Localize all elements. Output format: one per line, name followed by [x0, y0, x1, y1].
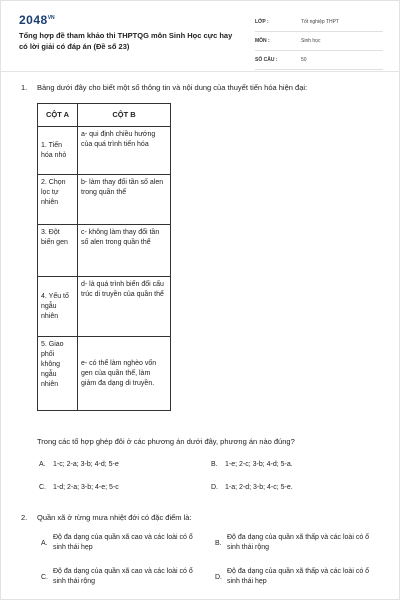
option-text: Độ đa dạng của quần xã thấp và các loài có ổ sinh thái rộng — [227, 534, 370, 551]
option-label: C. — [41, 574, 48, 581]
cell-a: 2. Chọn lọc tự nhiên — [38, 175, 78, 225]
column-header: CỘT A — [38, 104, 78, 127]
meta-info — [255, 17, 383, 74]
cell-b: b- làm thay đổi tần số alen trong quần thể — [78, 175, 171, 225]
table-row — [38, 127, 171, 175]
cell-a: 1. Tiến hóa nhỏ — [38, 127, 78, 175]
option-label: D. — [211, 484, 218, 491]
answer-option-a[interactable] — [41, 533, 203, 553]
answer-option-b[interactable] — [215, 533, 377, 553]
question-number: 1. — [21, 83, 28, 92]
header — [19, 13, 381, 71]
logo-text: 2048 — [19, 13, 48, 27]
option-label: B. — [215, 540, 222, 547]
cell-b: c- không làm thay đổi tần số alen trong quần thể — [78, 225, 171, 277]
meta-key: LỚP : — [255, 19, 269, 25]
answer-option-a[interactable] — [39, 461, 119, 468]
option-label: D. — [215, 574, 222, 581]
answer-option-d[interactable] — [211, 484, 293, 491]
option-label: A. — [41, 540, 48, 547]
meta-row-class — [255, 17, 383, 32]
cell-b: a- qui định chiều hướng của quá trình tiến hóa — [78, 127, 171, 175]
document-title: Tổng hợp đề tham khảo thi THPTQG môn Sinh Học cực hay có lời giải có đáp án (Đề số 23) — [19, 31, 233, 51]
question-text: Bảng dưới đây cho biết một số thông tin và nội dung của thuyết tiến hóa hiện đại: — [37, 83, 308, 92]
table-row — [38, 225, 171, 277]
cell-a: 4. Yếu tố ngẫu nhiên — [38, 277, 78, 337]
question-prompt: Trong các tổ hợp ghép đôi ở các phương án dưới đây, phương án nào đúng? — [37, 437, 295, 446]
logo-sup: VN — [47, 15, 55, 21]
answer-option-d[interactable] — [215, 567, 377, 587]
option-label: B. — [211, 461, 218, 468]
meta-value: Tốt nghiệp THPT — [301, 19, 339, 25]
option-label: A. — [39, 461, 46, 468]
meta-value: 50 — [301, 57, 307, 63]
option-text: Độ đa dạng của quần xã cao và các loài có ổ sinh thái hẹp — [53, 534, 193, 551]
cell-a: 3. Đột biến gen — [38, 225, 78, 277]
option-text: 1-e; 2-c; 3-b; 4-d; 5-a. — [225, 461, 293, 468]
option-text: Độ đa dạng của quần xã cao và các loài có ổ sinh thái rộng — [53, 568, 193, 585]
option-text: 1-a; 2-d; 3-b; 4-c; 5-e. — [225, 484, 293, 491]
meta-row-count — [255, 55, 383, 70]
header-divider — [1, 71, 400, 72]
answer-option-c[interactable] — [41, 567, 203, 587]
matching-table — [37, 103, 171, 411]
meta-row-subject — [255, 36, 383, 51]
site-logo[interactable] — [19, 13, 55, 27]
table-header-row — [38, 104, 171, 127]
answer-option-b[interactable] — [211, 461, 293, 468]
table-row — [38, 175, 171, 225]
meta-key: SỐ CÂU : — [255, 57, 278, 63]
cell-b: e- có thể làm nghèo vốn gen của quần thể, làm giảm đa dạng di truyền. — [78, 337, 171, 411]
column-header: CỘT B — [78, 104, 171, 127]
cell-b: d- là quá trình biến đổi cấu trúc di truyền của quần thể — [78, 277, 171, 337]
meta-value: Sinh học — [301, 38, 321, 44]
answer-option-c[interactable] — [39, 484, 119, 491]
question-number: 2. — [21, 513, 28, 522]
table-row — [38, 337, 171, 411]
meta-key: MÔN : — [255, 38, 270, 44]
option-text: Độ đa dạng của quần xã thấp và các loài có ổ sinh thái hẹp — [227, 568, 370, 585]
table-row — [38, 277, 171, 337]
option-text: 1-d; 2-a; 3-b; 4-e; 5-c — [53, 484, 119, 491]
option-label: C. — [39, 484, 46, 491]
cell-a: 5. Giao phối không ngẫu nhiên — [38, 337, 78, 411]
question-text: Quần xã ở rừng mưa nhiệt đới có đặc điểm là: — [37, 513, 192, 522]
option-text: 1-c; 2-a; 3-b; 4-d; 5-e — [53, 461, 119, 468]
